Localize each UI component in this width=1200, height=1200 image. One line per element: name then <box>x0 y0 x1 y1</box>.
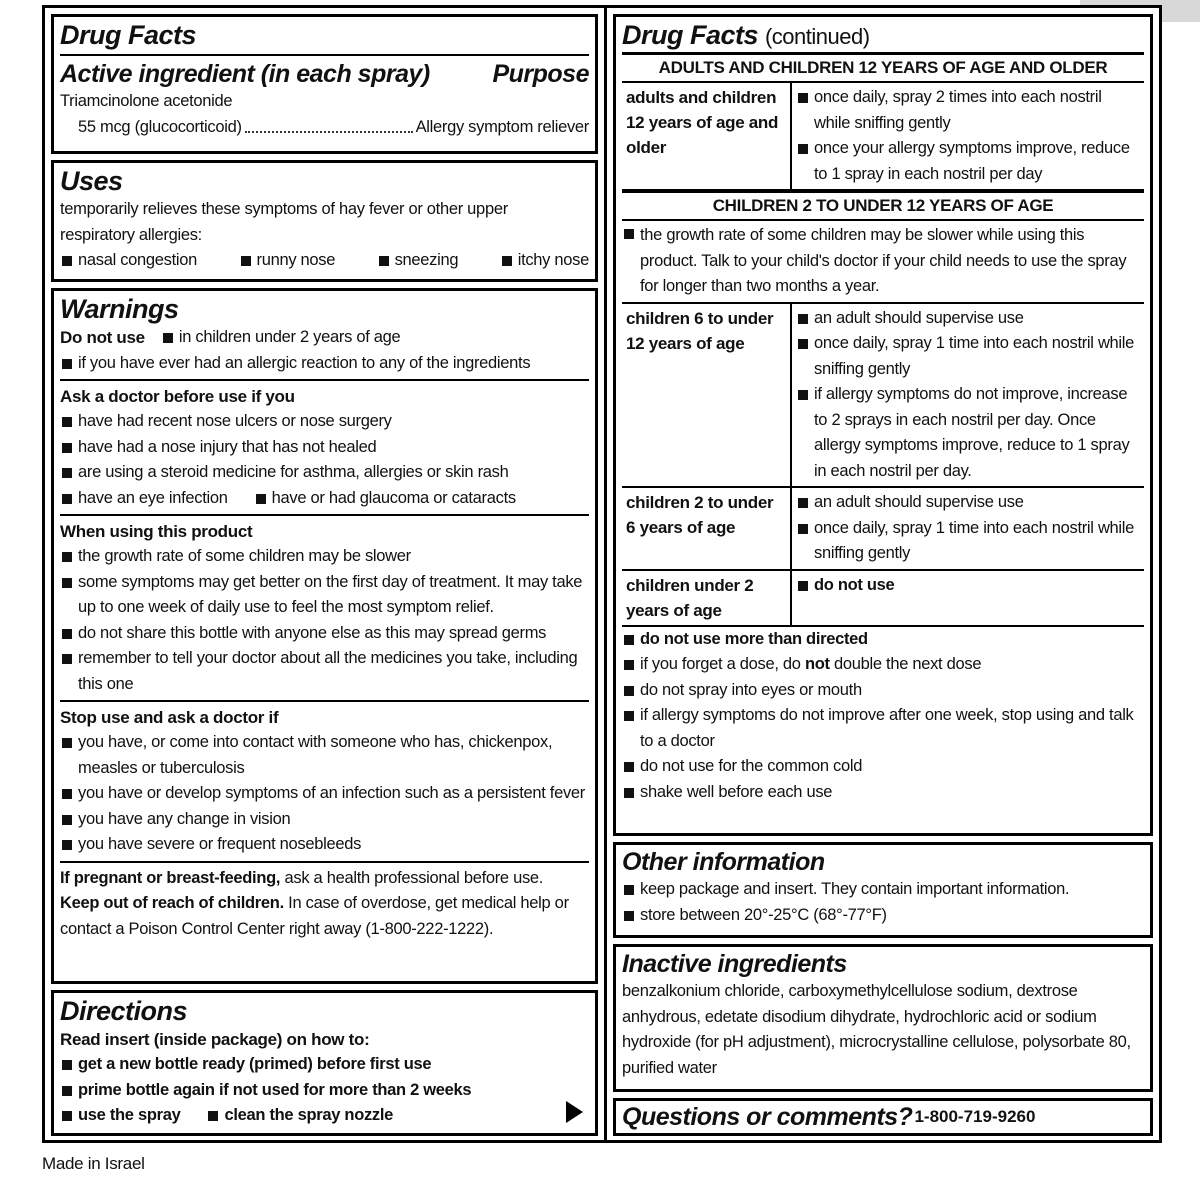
pregnancy-warning <box>60 866 589 892</box>
children-bar: CHILDREN 2 TO UNDER 12 YEARS OF AGE <box>622 191 1144 221</box>
children-dosage-table <box>622 302 1144 627</box>
made-in-label: Made in Israel <box>42 1154 145 1173</box>
children-under-2-label: children under 2 years of age <box>622 570 791 626</box>
warnings-box <box>51 288 598 984</box>
ingredient-name: Triamcinolone acetonide <box>60 92 233 110</box>
children-2-item: an adult should supervise use <box>796 490 1140 516</box>
ask-doctor-item: have or had glaucoma or cataracts <box>254 486 516 512</box>
do-not-use-label: Do not use <box>60 328 145 347</box>
directions-item: use the spray <box>60 1103 180 1129</box>
keep-out-bold: Keep out of reach of children. <box>60 894 284 912</box>
general-item: if allergy symptoms do not improve after one week, stop using and talk to a doctor <box>622 703 1144 754</box>
children-note: the growth rate of some children may be slower while using this product. Talk to your child's doctor if your child needs to use the spray for longer than two months a year. <box>622 221 1144 302</box>
adult-label: adults and children 12 years of age and older <box>622 83 791 190</box>
stop-use-item: you have or develop symptoms of an infection such as a persistent fever <box>60 781 589 807</box>
use-item: itchy nose <box>500 248 589 274</box>
directions-item: prime bottle again if not used for more than 2 weeks <box>60 1078 589 1104</box>
directions-sub: Read insert (inside package) on how to: <box>60 1030 370 1049</box>
forget-dose-item: if you forget a dose, do not double the next dose <box>622 652 1144 678</box>
pregnancy-text: ask a health professional before use. <box>284 868 544 887</box>
arrow-right-icon <box>566 1101 583 1123</box>
when-using-item: the growth rate of some children may be slower <box>60 544 589 570</box>
when-using-item: remember to tell your doctor about all the medicines you take, including this one <box>60 646 589 697</box>
directions-item: clean the spray nozzle <box>206 1103 393 1129</box>
do-not-use-item: if you have ever had an allergic reaction to any of the ingredients <box>60 351 589 377</box>
inactive-ingredients-header: Inactive ingredients <box>622 950 847 978</box>
general-item: do not use for the common cold <box>622 754 1144 780</box>
ask-doctor-item: have an eye infection <box>60 486 228 512</box>
uses-list <box>60 248 589 274</box>
warnings-header: Warnings <box>60 294 179 324</box>
pregnancy-bold: If pregnant or breast-feeding, <box>60 868 281 887</box>
questions-header: Questions or comments? <box>622 1103 913 1131</box>
uses-header: Uses <box>60 166 123 196</box>
left-column <box>45 8 607 1140</box>
when-using-header: When using this product <box>60 522 253 541</box>
use-item: runny nose <box>239 248 336 274</box>
general-item: do not use more than directed <box>622 627 1144 653</box>
general-item: do not spray into eyes or mouth <box>622 678 1144 704</box>
uses-box <box>51 160 598 282</box>
use-item: nasal congestion <box>60 248 197 274</box>
do-not-use-item: in children under 2 years of age <box>161 325 401 351</box>
stop-use-item: you have, or come into contact with someone who has, chickenpox, measles or tuberculosis <box>60 730 589 781</box>
when-using-item: some symptoms may get better on the first day of treatment. It may take up to one week of daily use to feel the most symptom relief. <box>60 570 589 621</box>
continued-title: Drug Facts (continued) <box>622 20 870 50</box>
inactive-ingredients-box <box>613 944 1153 1092</box>
stop-use-item: you have any change in vision <box>60 807 589 833</box>
when-using-item: do not share this bottle with anyone else as this may spread germs <box>60 621 589 647</box>
ask-doctor-item: have had recent nose ulcers or nose surgery <box>60 409 589 435</box>
adult-item: once your allergy symptoms improve, reduce to 1 spray in each nostril per day <box>796 136 1140 187</box>
keep-out-text: In case of overdose, get medical help or contact a Poison Control Center right away (1-800-222-1222). <box>60 894 569 938</box>
use-item: sneezing <box>377 248 459 274</box>
children-under-2-item: do not use <box>796 573 1140 599</box>
keep-out-warning <box>60 891 589 942</box>
other-information-box <box>613 842 1153 938</box>
children-2-item: once daily, spray 1 time into each nostril while sniffing gently <box>796 516 1140 567</box>
ask-doctor-header: Ask a doctor before use if you <box>60 387 295 406</box>
ingredient-purpose: Allergy symptom reliever <box>415 117 589 136</box>
active-ingredient-box <box>51 14 598 154</box>
other-information-item: keep package and insert. They contain important information. <box>622 877 1144 903</box>
directions-box <box>51 990 598 1136</box>
children-6-item: an adult should supervise use <box>796 306 1140 332</box>
right-column <box>607 8 1159 1140</box>
ask-doctor-item: have had a nose injury that has not healed <box>60 435 589 461</box>
drug-facts-label <box>42 5 1162 1143</box>
directions-header: Directions <box>60 996 188 1026</box>
ingredient-amount: 55 mcg (glucocorticoid) <box>78 117 242 136</box>
adults-bar: ADULTS AND CHILDREN 12 YEARS OF AGE AND OLDER <box>622 52 1144 83</box>
uses-text: temporarily relieves these symptoms of hay fever or other upper respiratory allergies: <box>60 200 508 244</box>
directions-continued-box <box>613 14 1153 836</box>
children-2-label: children 2 to under 6 years of age <box>622 487 791 570</box>
questions-box <box>613 1098 1153 1136</box>
active-ingredient-header: Active ingredient (in each spray) <box>60 60 430 88</box>
questions-phone: 1-800-719-9260 <box>914 1107 1036 1126</box>
stop-use-header: Stop use and ask a doctor if <box>60 708 279 727</box>
children-6-item: once daily, spray 1 time into each nostril while sniffing gently <box>796 331 1140 382</box>
general-item: shake well before each use <box>622 780 1144 806</box>
drug-facts-title: Drug Facts <box>60 20 197 50</box>
other-information-header: Other information <box>622 848 825 876</box>
ask-doctor-item: are using a steroid medicine for asthma, allergies or skin rash <box>60 460 589 486</box>
stop-use-item: you have severe or frequent nosebleeds <box>60 832 589 858</box>
children-6-item: if allergy symptoms do not improve, increase to 2 sprays in each nostril per day. Once allergy symptoms improve, reduce to 1 spray in each nostril per day. <box>796 382 1140 484</box>
inactive-ingredients-text: benzalkonium chloride, carboxymethylcellulose sodium, dextrose anhydrous, edetate disodium dihydrate, hydrochloric acid or sodium hydroxide (for pH adjustment), microcrystalline cellulose, polysorbate 80, purified water <box>622 982 1131 1077</box>
other-information-item: store between 20°-25°C (68°-77°F) <box>622 903 1144 929</box>
children-6-label: children 6 to under 12 years of age <box>622 303 791 488</box>
adult-dosage-table <box>622 83 1144 191</box>
purpose-header: Purpose <box>492 60 589 88</box>
directions-item: get a new bottle ready (primed) before first use <box>60 1052 589 1078</box>
adult-item: once daily, spray 2 times into each nostril while sniffing gently <box>796 85 1140 136</box>
